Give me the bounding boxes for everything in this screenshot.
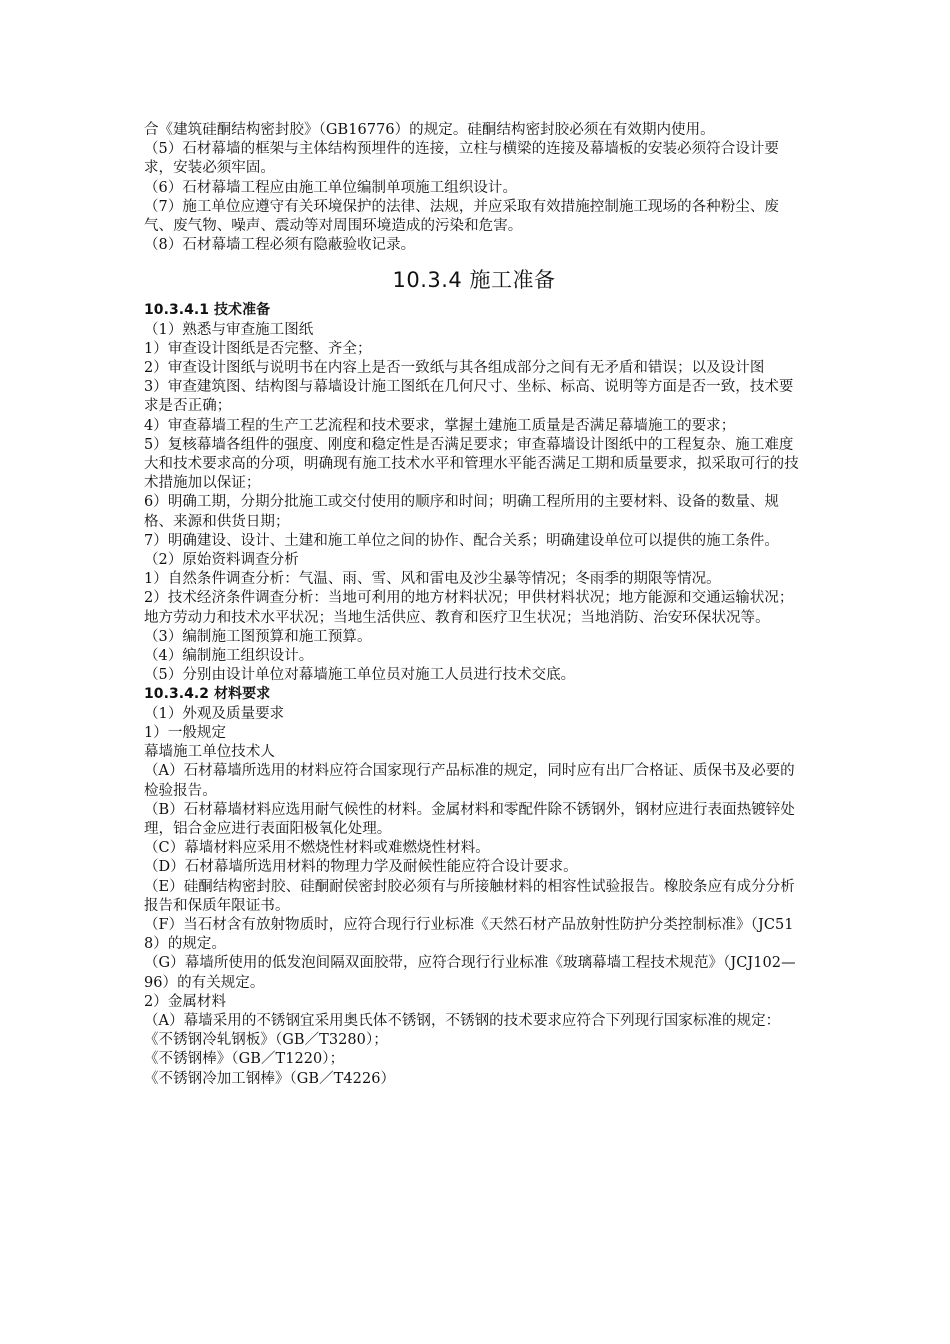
subsection-2-title: 10.3.4.2 材料要求	[144, 686, 271, 703]
subsection-1-paragraph: 7）明确建设、设计、土建和施工单位之间的协作、配合关系；明确建设单位可以提供的施工条件。	[144, 532, 779, 549]
subsection-2-paragraph: （D）石材幕墙所选用材料的物理力学及耐候性能应符合设计要求。	[144, 859, 578, 876]
intro-paragraph-3: （6）石材幕墙工程应由施工单位编制单项施工组织设计。	[144, 179, 518, 196]
section-title: 10.3.4 施工准备	[392, 268, 556, 293]
intro-paragraph-5: （8）石材幕墙工程必须有隐蔽验收记录。	[144, 237, 416, 254]
document-page	[144, 121, 804, 1089]
subsection-1-paragraph: （4）编制施工组织设计。	[144, 648, 314, 665]
intro-paragraph-4: （7）施工单位应遵守有关环境保护的法律、法规，并应采取有效措施控制施工现场的各种粉尘、废气、废气物、噪声、震动等对周围环境造成的污染和危害。	[144, 198, 779, 235]
subsection-1-paragraph: 6）明确工期，分期分批施工或交付使用的顺序和时间；明确工程所用的主要材料、设备的数量、规格、来源和供货日期；	[144, 494, 779, 530]
subsection-1-paragraph: 4）审查幕墙工程的生产工艺流程和技术要求，掌握土建施工质量是否满足幕墙施工的要求；	[144, 417, 736, 434]
subsection-2-paragraph: （1）外观及质量要求	[144, 705, 285, 722]
subsection-2-paragraph: （G）幕墙所使用的低发泡间隔双面胶带，应符合现行行业标准《玻璃幕墙工程技术规范》（JCJ102—96）的有关规定。	[144, 955, 796, 991]
subsection-2-paragraph: 2）金属材料	[144, 993, 227, 1010]
intro-paragraph-2: （5）石材幕墙的框架与主体结构预埋件的连接，立柱与横梁的连接及幕墙板的安装必须符合设计要求，安装必须牢固。	[144, 141, 779, 177]
subsection-1-paragraph: 3）审查建筑图、结构图与幕墙设计施工图纸在几何尺寸、坐标、标高、说明等方面是否一致，技术要求是否正确；	[144, 379, 794, 415]
subsection-2-paragraph: （B）石材幕墙材料应选用耐气候性的材料。金属材料和零配件除不锈钢外，钢材应进行表面热镀锌处理，铝合金应进行表面阳极氧化处理。	[144, 801, 795, 837]
subsection-2-paragraph: 幕墙施工单位技术人	[144, 744, 275, 761]
subsection-2-paragraph: 《不锈钢冷轧钢板》（GB／T3280）；	[144, 1032, 388, 1049]
subsection-2-paragraph: （C）幕墙材料应采用不燃烧性材料或难燃烧性材料。	[144, 840, 490, 857]
subsection-1-paragraph: （3）编制施工图预算和施工预算。	[144, 628, 372, 645]
subsection-1-paragraph: 1）审查设计图纸是否完整、齐全；	[144, 340, 372, 357]
intro-paragraph-1: 合《建筑硅酮结构密封胶》（GB16776）的规定。硅酮结构密封胶必须在有效期内使用。	[144, 122, 715, 138]
subsection-2-paragraph: 1）一般规定	[144, 724, 227, 741]
subsection-2-paragraph: 《不锈钢棒》（GB／T1220）；	[144, 1051, 345, 1068]
subsection-2-paragraph: （A）幕墙采用的不锈钢宜采用奥氏体不锈钢，不锈钢的技术要求应符合下列现行国家标准的规定：	[144, 1012, 781, 1029]
subsection-1-paragraph: （5）分别由设计单位对幕墙施工单位员对施工人员进行技术交底。	[144, 667, 576, 684]
subsection-2-paragraph: （A）石材幕墙所选用的材料应符合国家现行产品标准的规定，同时应有出厂合格证、质保书及必要的检验报告。	[144, 763, 795, 799]
subsection-2-paragraph: （E）硅酮结构密封胶、硅酮耐侯密封胶必须有与所接触材料的相容性试验报告。橡胶条应有成分分析报告和保质年限证书。	[144, 878, 795, 914]
subsection-1-title: 10.3.4.1 技术准备	[144, 302, 271, 319]
subsection-2-paragraph: 《不锈钢冷加工钢棒》（GB／T4226）	[144, 1070, 396, 1087]
subsection-1-paragraph: 5）复核幕墙各组件的强度、刚度和稳定性是否满足要求；审查幕墙设计图纸中的工程复杂、施工难度大和技术要求高的分项，明确现有施工技术水平和管理水平能否满足工期和质量要求，拟采取可行的技术措施加以保证；	[144, 436, 799, 492]
subsection-1-paragraph: （1）熟悉与审查施工图纸	[144, 321, 314, 338]
subsection-2-paragraph: （F）当石材含有放射物质时，应符合现行行业标准《天然石材产品放射性防护分类控制标准》（JC518）的规定。	[144, 916, 794, 953]
subsection-1-paragraph: 1）自然条件调查分析：气温、雨、雪、风和雷电及沙尘暴等情况；冬雨季的期限等情况。	[144, 571, 721, 588]
subsection-1-paragraph: 2）审查设计图纸与说明书在内容上是否一致纸与其各组成部分之间有无矛盾和错误；以及设计图	[144, 360, 765, 377]
subsection-1-paragraph: （2）原始资料调查分析	[144, 552, 299, 569]
subsection-1-paragraph: 2）技术经济条件调查分析：当地可利用的地方材料状况；甲供材料状况；地方能源和交通运输状况；地方劳动力和技术水平状况；当地生活供应、教育和医疗卫生状况；当地消防、治安环保状况等。	[144, 590, 794, 626]
